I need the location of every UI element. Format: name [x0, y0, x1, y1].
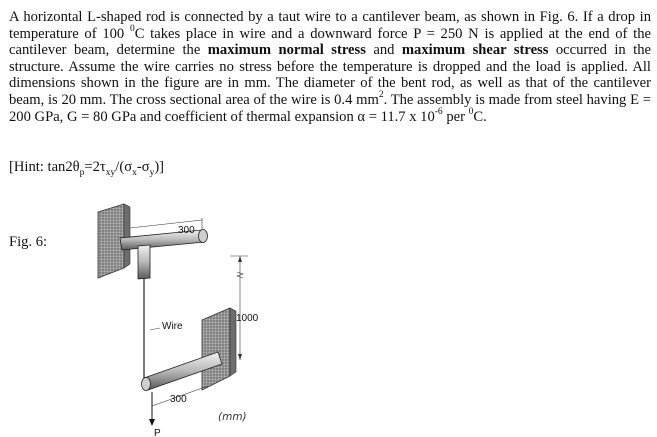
bold-max-normal-stress: maximum normal stress: [207, 42, 366, 59]
figure-6-diagram: [90, 200, 290, 437]
problem-statement: A horizontal L-shaped rod is connected by a taut wire to a cantilever beam, as shown in Fig. 6. If a drop in temperature of 100 $^0$C takes place in wire and a downward force P = 250 N is applied at the end of the cantilever beam, determine the maximum normal stress and maximum shear stress occurred in the structure. Assume the wire carries no stress before the temperature is dropped and the load is applied. All dimensions shown in the figure are in mm. The diameter of the bent rod, as well as that of the cantilever beam, is 20 mm. The cross sectional area of the wire is 0.4 $mm^2$. The assembly is made from steel having E = 200 GPa, G = 80 GPa and coefficient of thermal expansion α = 11.7 x $10^{-6}$ per $^0$C.: [9, 9, 651, 125]
figure-caption: Fig. 6:: [9, 234, 48, 250]
dimension-vertical-label: 1000: [236, 313, 259, 324]
load-arrow: [149, 392, 155, 426]
hint-line: [Hint: $\tan 2\theta_p=2\tau_{xy}/(\sigma_x-\sigma_y)$]: [9, 159, 165, 178]
dimension-bottom-label: 300: [170, 394, 187, 405]
bottom-wall-support: [202, 308, 236, 390]
units-note: (mm): [218, 411, 247, 423]
l-rod-vertical: [138, 245, 150, 279]
load-label: P: [154, 428, 161, 437]
bold-max-shear-stress: maximum shear stress: [401, 42, 549, 59]
dimension-top-label: 300: [178, 225, 195, 236]
wire-label: Wire: [162, 321, 183, 332]
